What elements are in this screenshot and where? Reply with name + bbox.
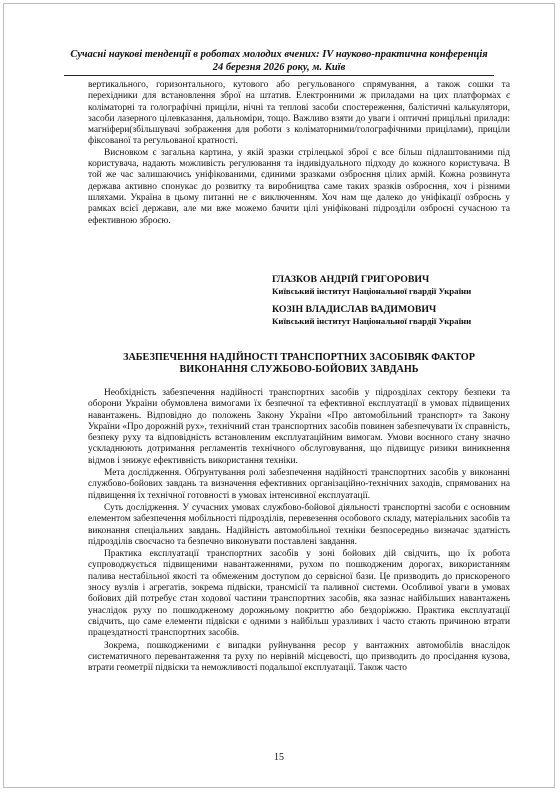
paragraph: Суть дослідження. У сучасних умовах службово-бойової діяльності транспортні засоби є основним елементом забезпечення мобільності підрозділів, перевезення особового складу, матеріальних засобів та виконання спеціальних завдань. Надійність автомобільної техніки безпосередньо визначає здатність підрозділів своєчасно та безпечно виконувати поставлені завдання. [88, 502, 510, 547]
article-title [88, 352, 510, 377]
author-affiliation: Київський інститут Національної гвардії України [272, 285, 472, 296]
paragraph: Практика експлуатації транспортних засобів у зоні бойових дій свідчить, що їх робота супроводжується підвищеними навантаженнями, рухом по пошкодженим дорогах, використанням палива нестабільної якості та обмеженим доступом до сервісної бази. Це призводить до прискореного зносу вузлів і агрегатів, зокрема підвіски, трансмісії та паливної системи. Особливої уваги в умовах бойових дій потребує стан ходової частини транспортних засобів, яка зазнає найбільших навантажень унаслідок руху по пошкодженому дорожньому покриттю або бездоріжжю. Практика експлуатації свідчить, що саме елементи підвіски є одними з найбільш уразливих і часто стають причиною втрати працездатності транспортних засобів. [88, 549, 510, 639]
page-number: 15 [274, 752, 284, 763]
article-body [88, 388, 510, 675]
header-divider [64, 75, 494, 76]
author-affiliation: Київський інститут Національної гвардії України [272, 315, 472, 326]
previous-article-ending [88, 80, 510, 227]
conference-title: Сучасні наукові тенденції в роботах молодих вчених: IV науково-практична конференція [70, 49, 488, 60]
article-title-line: ЗАБЕЗПЕЧЕННЯ НАДІЙНОСТІ ТРАНСПОРТНИХ ЗАСОБІВЯК ФАКТОР [123, 352, 475, 363]
paragraph: Мета дослідження. Обґрунтування ролі забезпечення надійності транспортних засобів у виконанні службово-бойових завдань та визначення ефективних організаційно-технічних заходів, спрямованих на підвищення їх технічної готовності в умовах інтенсивної експлуатації. [88, 468, 510, 501]
paragraph: Необхідність забезпечення надійності транспортних засобів у підрозділах сектору безпеки та оборони України обумовлена вимогами їх безпечної та ефективної експлуатації в умовах підвищених навантажень. Відповідно до положень Закону України «Про автомобільний транспорт» та Закону України «Про дорожній рух», технічний стан транспортних засобів повинен забезпечувати їх справність, безпеку руху та відповідність встановленим експлуатаційним вимогам. Умови воєнного стану значно ускладнюють дотримання регламентів технічного обслуговування, що підвищує ризики виникнення відмов і знижує ефективність використання техніки. [88, 388, 510, 466]
paragraph: Висновком є загальна картина, у якій зразки стрілецької зброї є все більш підлаштованими під користувача, надають можливість регулювання та індивідуального підходу до кожного користувача. В той же час залишаючись уніфікованими, єдиними зразками озброєння цілих армій. Кожна розвинута держава активно спонукає до розвитку та виробництва саме таких зразків озброєння, хоч і різними шляхами. Україна в цьому питанні не є виключенням. Хоч нам ще далеко до уніфікації озброєнь у рамках всієї держави, але ми вже можемо бачити цілі уніфіковані підрозділи озброєні сучасною та ефективною зброєю. [88, 147, 510, 226]
author [272, 304, 522, 327]
article-title-line: ВИКОНАННЯ СЛУЖБОВО-БОЙОВИХ ЗАВДАНЬ [179, 364, 419, 376]
paragraph: вертикального, горизонтального, кутового або регульованого спрямування, а також сошки та перехідники для встановлення зброї на штатив. Електронними ж приладами на цих платформах є коліматорні та голографічні приціли, нічні та теплові засоби спостереження, балістичні калькулятори, засоби лазерного цілевказання, дальноміри, тощо. Важливо взяти до уваги і оптичні прицільні прилади: магніфери(збільшувачі зображення для роботи з коліматорними/голографічними прицілами), приціли фіксованої та регульованої кратності. [88, 80, 510, 147]
page [3, 3, 555, 788]
conference-date: 24 березня 2026 року, м. Київ [212, 62, 346, 73]
conference-header [34, 48, 524, 74]
paragraph: Зокрема, пошкодженими є випадки руйнування ресор у вантажних автомобілів внаслідок систематичного перевантаження та руху по нерівній місцевості, що призводить до просідання кузова, втрати геометрії підвіски та неможливості подальшої експлуатації. Також часто [88, 640, 510, 674]
authors-block [272, 274, 522, 334]
author-name: КОЗІН ВЛАДИСЛАВ ВАДИМОВИЧ [272, 304, 437, 316]
author [272, 274, 522, 297]
author-name: ГЛАЗКОВ АНДРІЙ ГРИГОРОВИЧ [272, 274, 430, 285]
